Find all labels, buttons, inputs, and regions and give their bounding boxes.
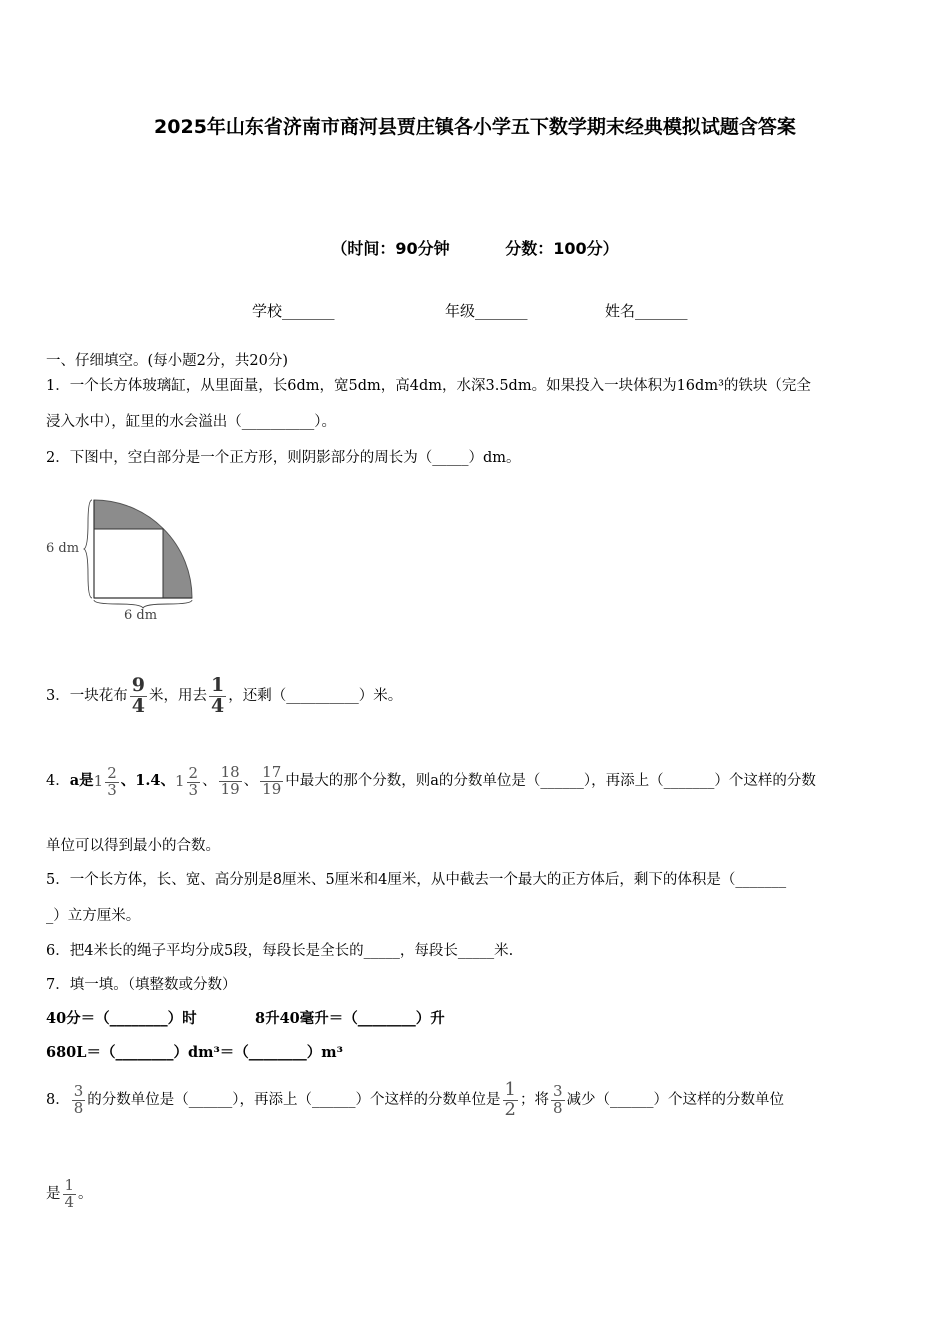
question-7-row1b: 8升40毫升＝（________）升 bbox=[255, 1010, 445, 1027]
name-field[interactable]: 姓名_______ bbox=[605, 302, 688, 320]
question-1-line2: 浸入水中），缸里的水会溢出（__________）。 bbox=[46, 414, 336, 430]
exam-info: （时间：90分钟 分数：100分） bbox=[331, 239, 619, 258]
fraction-1-2: $\frac{1}{2}$ bbox=[504, 1078, 516, 1120]
question-4-line2: 单位可以得到最小的合数。 bbox=[46, 838, 220, 854]
fraction-3-8-b: $\frac{3}{8}$ bbox=[552, 1081, 563, 1117]
question-2: 2．下图中，空白部分是一个正方形，则阴影部分的周长为（_____）dm。 bbox=[46, 450, 521, 466]
fraction-17-19: $\frac{17}{19}$ bbox=[262, 762, 282, 798]
fraction-1-4: $\frac{1}{4}$ bbox=[210, 673, 225, 717]
school-field[interactable]: 学校_______ bbox=[252, 302, 335, 320]
question-3: 3．一块花布 $\frac{9}{4}$ 米，用去 $\frac{1}{4}$ ，还剩（__________）米。 bbox=[46, 673, 403, 717]
question-8-line2: 是 $\frac{1}{4}$ 。 bbox=[46, 1175, 93, 1211]
question-4-line1: 4．a是1 $\frac{2}{3}$ 、1.4、1 $\frac{2}{3}$ 、 $\frac{18}{19}$ 、 $\frac{17}{19}$ 中最大的那个分数，则a的分数单位是（______），再添上（_______）个这样的分数 bbox=[46, 748, 816, 814]
fraction-9-4: $\frac{9}{4}$ bbox=[131, 673, 145, 717]
bottom-brace bbox=[94, 600, 192, 608]
question-7-row1a: 40分＝（________）时 bbox=[46, 1010, 197, 1027]
question-7-header: 7．填一填。（填整数或分数） bbox=[46, 977, 237, 993]
question-7-row2: 680L＝（________）dm³＝（________）m³ bbox=[46, 1044, 343, 1061]
fraction-1-4-b: $\frac{1}{4}$ bbox=[64, 1175, 75, 1211]
mixed-number-1: 1 $\frac{2}{3}$ bbox=[93, 763, 117, 799]
quarter-circle-figure bbox=[44, 495, 204, 625]
question-6: 6．把4米长的绳子平均分成5段，每段长是全长的_____，每段长_____米. bbox=[46, 943, 514, 959]
question-5-line1: 5．一个长方体，长、宽、高分别是8厘米、5厘米和4厘米，从中截去一个最大的正方体后，剩下的体积是（_______ bbox=[46, 872, 787, 888]
left-brace bbox=[84, 500, 92, 598]
label-bottom: 6 dm bbox=[124, 608, 158, 623]
question-8-line1: 8． $\frac{3}{8}$ 的分数单位是（______），再添上（______）个这样的分数单位是 $\frac{1}{2}$ ；将 $\frac{3}{8}$ 减少（______）个这样的分数单位 bbox=[46, 1078, 785, 1120]
label-left: 6 dm bbox=[46, 541, 80, 556]
grade-field[interactable]: 年级_______ bbox=[445, 302, 528, 320]
mixed-number-2: 1 $\frac{2}{3}$ bbox=[174, 763, 199, 799]
question-1-line1: 1．一个长方体玻璃缸，从里面量，长6dm，宽5dm，高4dm，水深3.5dm。如果投入一块体积为16dm³的铁块（完全 bbox=[46, 378, 811, 394]
fraction-18-19: $\frac{18}{19}$ bbox=[220, 762, 240, 798]
question-5-line2: _）立方厘米。 bbox=[46, 908, 141, 924]
inner-square bbox=[94, 529, 163, 598]
document-title: 2025年山东省济南市商河县贾庄镇各小学五下数学期末经典模拟试题含答案 bbox=[154, 116, 796, 138]
fraction-3-8: $\frac{3}{8}$ bbox=[73, 1081, 84, 1117]
section-header: 一、仔细填空。(每小题2分，共20分) bbox=[46, 353, 288, 369]
